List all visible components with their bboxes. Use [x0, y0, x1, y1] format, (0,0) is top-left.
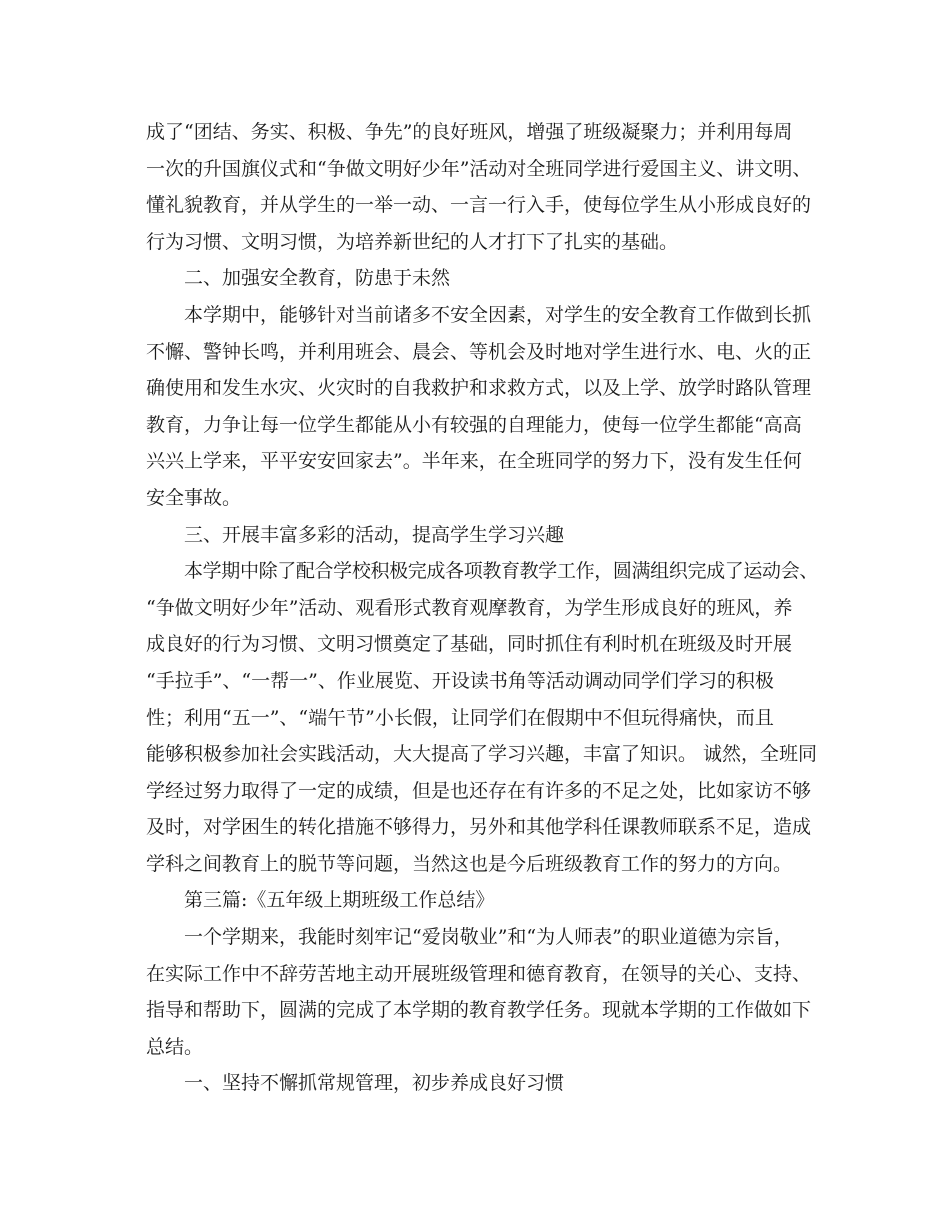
text-line: 能够积极参加社会实践活动，大大提高了学习兴趣，丰富了知识。 诚然，全班同: [146, 743, 818, 766]
text-line: 学经过努力取得了一定的成绩，但是也还存在有许多的不足之处，比如家访不够: [146, 779, 812, 802]
document-body: [146, 114, 818, 1102]
text-line: 教育，力争让每一位学生都能从小有较强的自理能力，使每一位学生都能“高高: [146, 413, 802, 436]
text-line: 兴兴上学来，平平安安回家去”。半年来，在全班同学的努力下，没有发生任何: [146, 450, 802, 473]
text-line: 确使用和发生水灾、火灾时的自我救护和求救方式，以及上学、放学时路队管理: [146, 377, 812, 400]
text-line: 懂礼貌教育，并从学生的一举一动、一言一行入手，使每位学生从小形成良好的: [146, 194, 812, 217]
text-line: 成良好的行为习惯、文明习惯奠定了基础，同时抓住有利时机在班级及时开展: [146, 633, 793, 656]
text-line: “手拉手”、“一帮一”、作业展览、开设读书角等活动调动同学们学习的积极: [146, 669, 774, 692]
text-line: 三、开展丰富多彩的活动，提高学生学习兴趣: [184, 523, 565, 546]
text-line: 一、坚持不懈抓常规管理，初步养成良好习惯: [184, 1072, 565, 1095]
text-line: 总结。: [146, 1035, 204, 1058]
text-line: 一个学期来，我能时刻牢记“爱岗敬业”和“为人师表”的职业道德为宗旨，: [184, 926, 793, 949]
text-line: 安全事故。: [146, 486, 242, 509]
text-line: 在实际工作中不辞劳苦地主动开展班级管理和德育教育，在领导的关心、支持、: [146, 962, 812, 985]
text-line: 学科之间教育上的脱节等问题，当然这也是今后班级教育工作的努力的方向。: [146, 852, 793, 875]
text-line: 指导和帮助下，圆满的完成了本学期的教育教学任务。现就本学期的工作做如下: [146, 999, 812, 1022]
text-line: 二、加强安全教育，防患于未然: [184, 267, 451, 290]
text-line: “争做文明好少年”活动、观看形式教育观摩教育，为学生形成良好的班风，养: [146, 596, 793, 619]
text-line: 不懈、警钟长鸣，并利用班会、晨会、等机会及时地对学生进行水、电、火的正: [146, 340, 812, 363]
text-line: 本学期中除了配合学校积极完成各项教育教学工作，圆满组织完成了运动会、: [184, 560, 819, 583]
text-line: 一次的升国旗仪式和“争做文明好少年”活动对全班同学进行爱国主义、讲文明、: [146, 157, 812, 180]
text-line: 及时，对学困生的转化措施不够得力，另外和其他学科任课教师联系不足，造成: [146, 816, 812, 839]
text-line: 本学期中，能够针对当前诸多不安全因素，对学生的安全教育工作做到长抓: [184, 303, 812, 326]
text-line: 第三篇:《五年级上期班级工作总结》: [184, 889, 495, 912]
text-line: 性；利用“五一”、“端午节”小长假，让同学们在假期中不但玩得痛快，而且: [146, 706, 774, 729]
text-line: 成了“团结、务实、积极、争先”的良好班风，增强了班级凝聚力；并利用每周: [146, 121, 793, 143]
text-line: 行为习惯、文明习惯，为培养新世纪的人才打下了扎实的基础。: [146, 230, 679, 253]
